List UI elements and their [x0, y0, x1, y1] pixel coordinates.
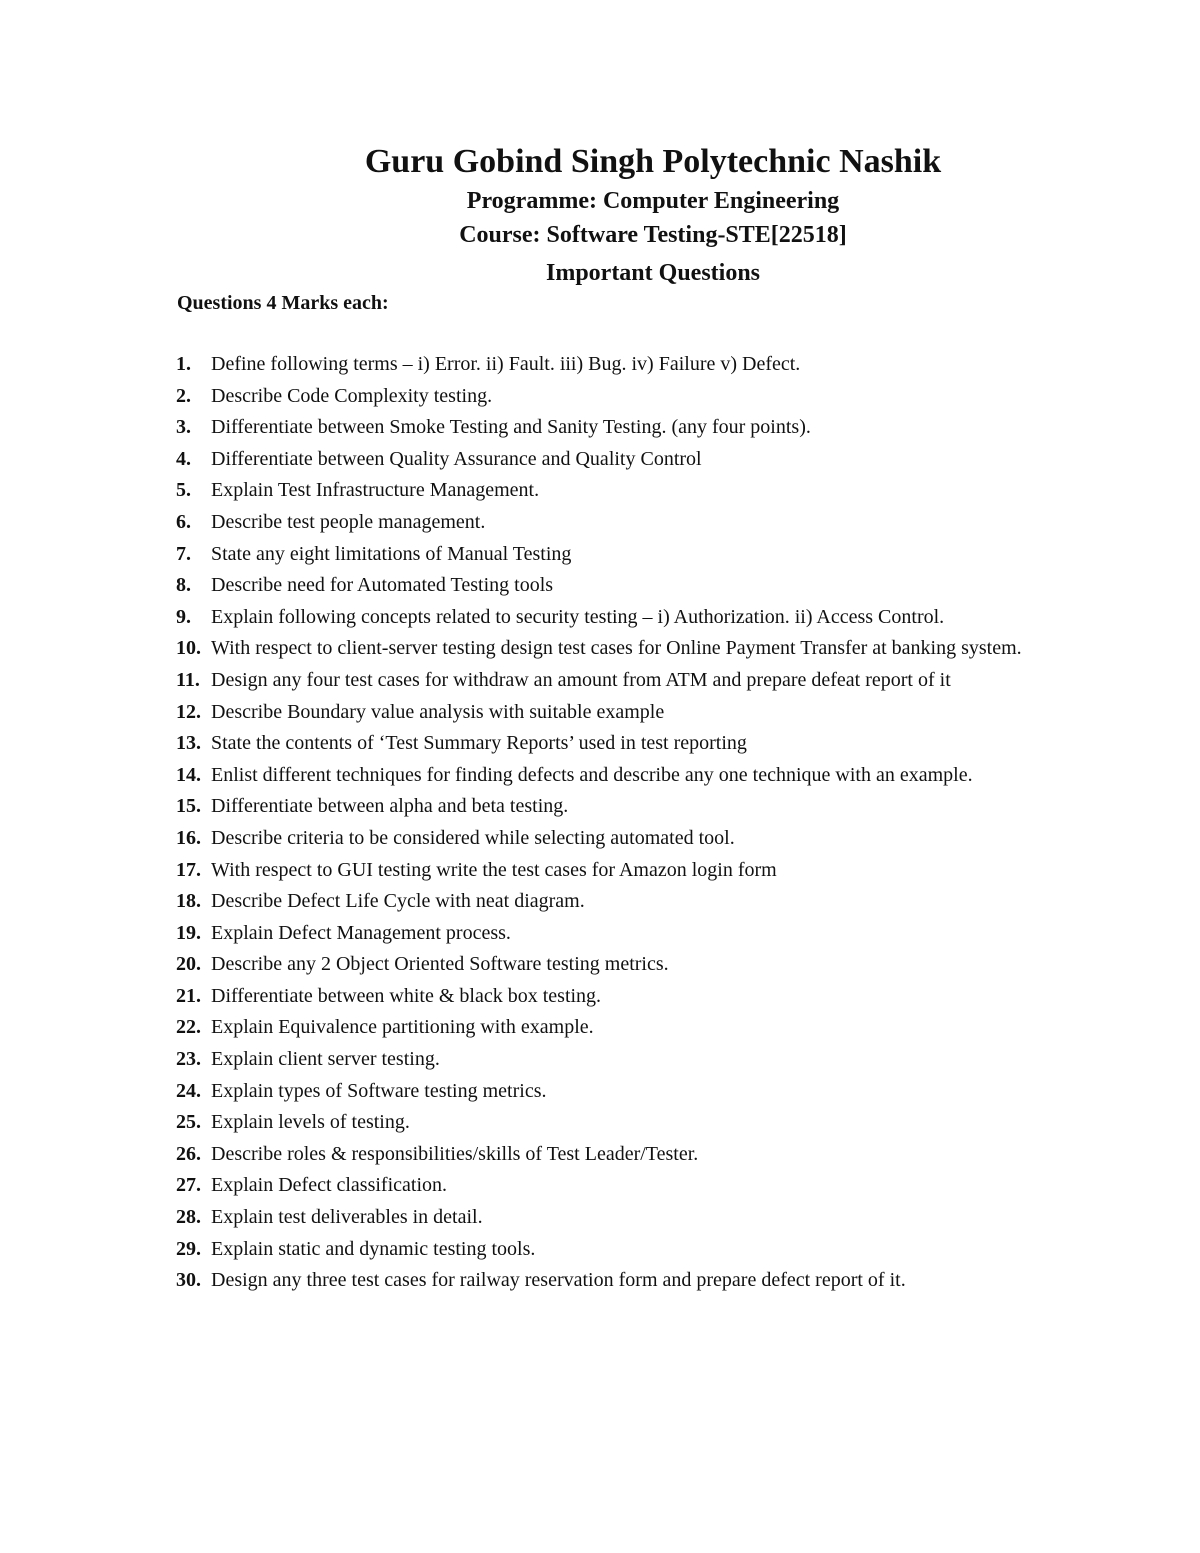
question-text: Explain Defect classification.: [211, 1174, 448, 1197]
question-number: 12.: [176, 700, 201, 723]
question-item: [176, 981, 1116, 1013]
question-text: With respect to client-server testing design test cases for Online Payment Transfer at banking system.: [211, 637, 1022, 660]
question-number: 26.: [176, 1142, 201, 1165]
question-item: [176, 855, 1116, 887]
question-number: 6.: [176, 510, 191, 533]
question-text: Explain test deliverables in detail.: [211, 1206, 483, 1229]
question-item: [176, 949, 1116, 981]
question-item: [176, 665, 1116, 697]
course-line: Course: Software Testing-STE[22518]: [459, 222, 847, 248]
question-text: Enlist different techniques for finding defects and describe any one technique with an example.: [211, 763, 973, 786]
question-item: [176, 539, 1116, 571]
question-number: 30.: [176, 1269, 201, 1292]
question-text: Explain levels of testing.: [211, 1111, 410, 1134]
question-text: Explain types of Software testing metrics.: [211, 1079, 547, 1102]
question-text: Differentiate between Smoke Testing and Sanity Testing. (any four points).: [211, 416, 811, 439]
question-text: Describe Defect Life Cycle with neat diagram.: [211, 890, 585, 913]
question-text: Describe roles & responsibilities/skills of Test Leader/Tester.: [211, 1142, 699, 1165]
question-item: [176, 1234, 1116, 1266]
question-number: 20.: [176, 953, 201, 976]
question-item: [176, 1265, 1116, 1297]
question-item: [176, 728, 1116, 760]
question-item: [176, 412, 1116, 444]
question-number: 5.: [176, 479, 191, 502]
question-item: [176, 602, 1116, 634]
question-text: Describe Code Complexity testing.: [211, 384, 493, 407]
question-item: [176, 1076, 1116, 1108]
question-text: Differentiate between Quality Assurance and Quality Control: [211, 447, 702, 470]
question-item: [176, 507, 1116, 539]
question-item: [176, 1170, 1116, 1202]
question-item: [176, 823, 1116, 855]
question-text: Differentiate between white & black box testing.: [211, 984, 602, 1007]
question-number: 15.: [176, 795, 201, 818]
question-number: 16.: [176, 826, 201, 849]
institution-title: Guru Gobind Singh Polytechnic Nashik: [364, 143, 942, 180]
question-number: 24.: [176, 1079, 201, 1102]
question-item: [176, 791, 1116, 823]
question-text: State the contents of ‘Test Summary Reports’ used in test reporting: [211, 732, 747, 755]
document-header: [0, 140, 1200, 290]
question-number: 22.: [176, 1016, 201, 1039]
question-number: 13.: [176, 732, 201, 755]
question-text: Differentiate between alpha and beta testing.: [211, 795, 569, 818]
question-item: [176, 570, 1116, 602]
question-text: Describe criteria to be considered while selecting automated tool.: [211, 826, 735, 849]
question-list: [176, 349, 1116, 1297]
question-text: Explain client server testing.: [211, 1048, 440, 1071]
question-text: Describe need for Automated Testing tools: [211, 574, 554, 597]
question-item: [176, 918, 1116, 950]
question-number: 3.: [176, 416, 191, 439]
programme-line: Programme: Computer Engineering: [466, 188, 840, 214]
question-number: 7.: [176, 542, 191, 565]
important-questions-heading: Important Questions: [545, 260, 761, 286]
question-item: [176, 1202, 1116, 1234]
question-text: Design any four test cases for withdraw an amount from ATM and prepare defeat report of it: [211, 668, 951, 691]
question-text: Explain Test Infrastructure Management.: [211, 479, 540, 502]
question-text: Explain static and dynamic testing tools.: [211, 1237, 536, 1260]
question-number: 11.: [176, 668, 200, 691]
question-text: Explain Defect Management process.: [211, 921, 511, 944]
question-text: State any eight limitations of Manual Testing: [211, 542, 572, 565]
question-item: [176, 444, 1116, 476]
question-number: 4.: [176, 447, 191, 470]
question-item: [176, 1107, 1116, 1139]
question-text: With respect to GUI testing write the test cases for Amazon login form: [211, 858, 777, 881]
question-number: 10.: [176, 637, 201, 660]
question-number: 21.: [176, 984, 201, 1007]
question-item: [176, 760, 1116, 792]
question-text: Describe test people management.: [211, 510, 486, 533]
question-item: [176, 1012, 1116, 1044]
question-item: [176, 1044, 1116, 1076]
question-text: Explain following concepts related to security testing – i) Authorization. ii) Access Control.: [211, 605, 945, 628]
question-number: 2.: [176, 384, 191, 407]
question-text: Design any three test cases for railway reservation form and prepare defect report of it.: [211, 1269, 906, 1292]
question-item: [176, 697, 1116, 729]
question-number: 25.: [176, 1111, 201, 1134]
question-number: 1.: [176, 353, 191, 375]
question-number: 18.: [176, 890, 201, 913]
question-number: 23.: [176, 1048, 201, 1071]
question-number: 27.: [176, 1174, 201, 1197]
question-text: Describe any 2 Object Oriented Software testing metrics.: [211, 953, 669, 976]
question-number: 29.: [176, 1237, 201, 1260]
question-number: 9.: [176, 605, 191, 628]
question-item: [176, 475, 1116, 507]
question-number: 17.: [176, 858, 201, 881]
question-text: Define following terms – i) Error. ii) Fault. iii) Bug. iv) Failure v) Defect.: [211, 353, 801, 375]
question-item: [176, 633, 1116, 665]
question-item: [176, 381, 1116, 413]
question-item: [176, 1139, 1116, 1171]
question-number: 14.: [176, 763, 201, 786]
section-label: Questions 4 Marks each:: [177, 292, 389, 314]
question-item: [176, 349, 1116, 381]
question-number: 28.: [176, 1206, 201, 1229]
question-text: Describe Boundary value analysis with suitable example: [211, 700, 665, 723]
question-number: 19.: [176, 921, 201, 944]
question-number: 8.: [176, 574, 191, 597]
question-item: [176, 886, 1116, 918]
question-text: Explain Equivalence partitioning with example.: [211, 1016, 594, 1039]
